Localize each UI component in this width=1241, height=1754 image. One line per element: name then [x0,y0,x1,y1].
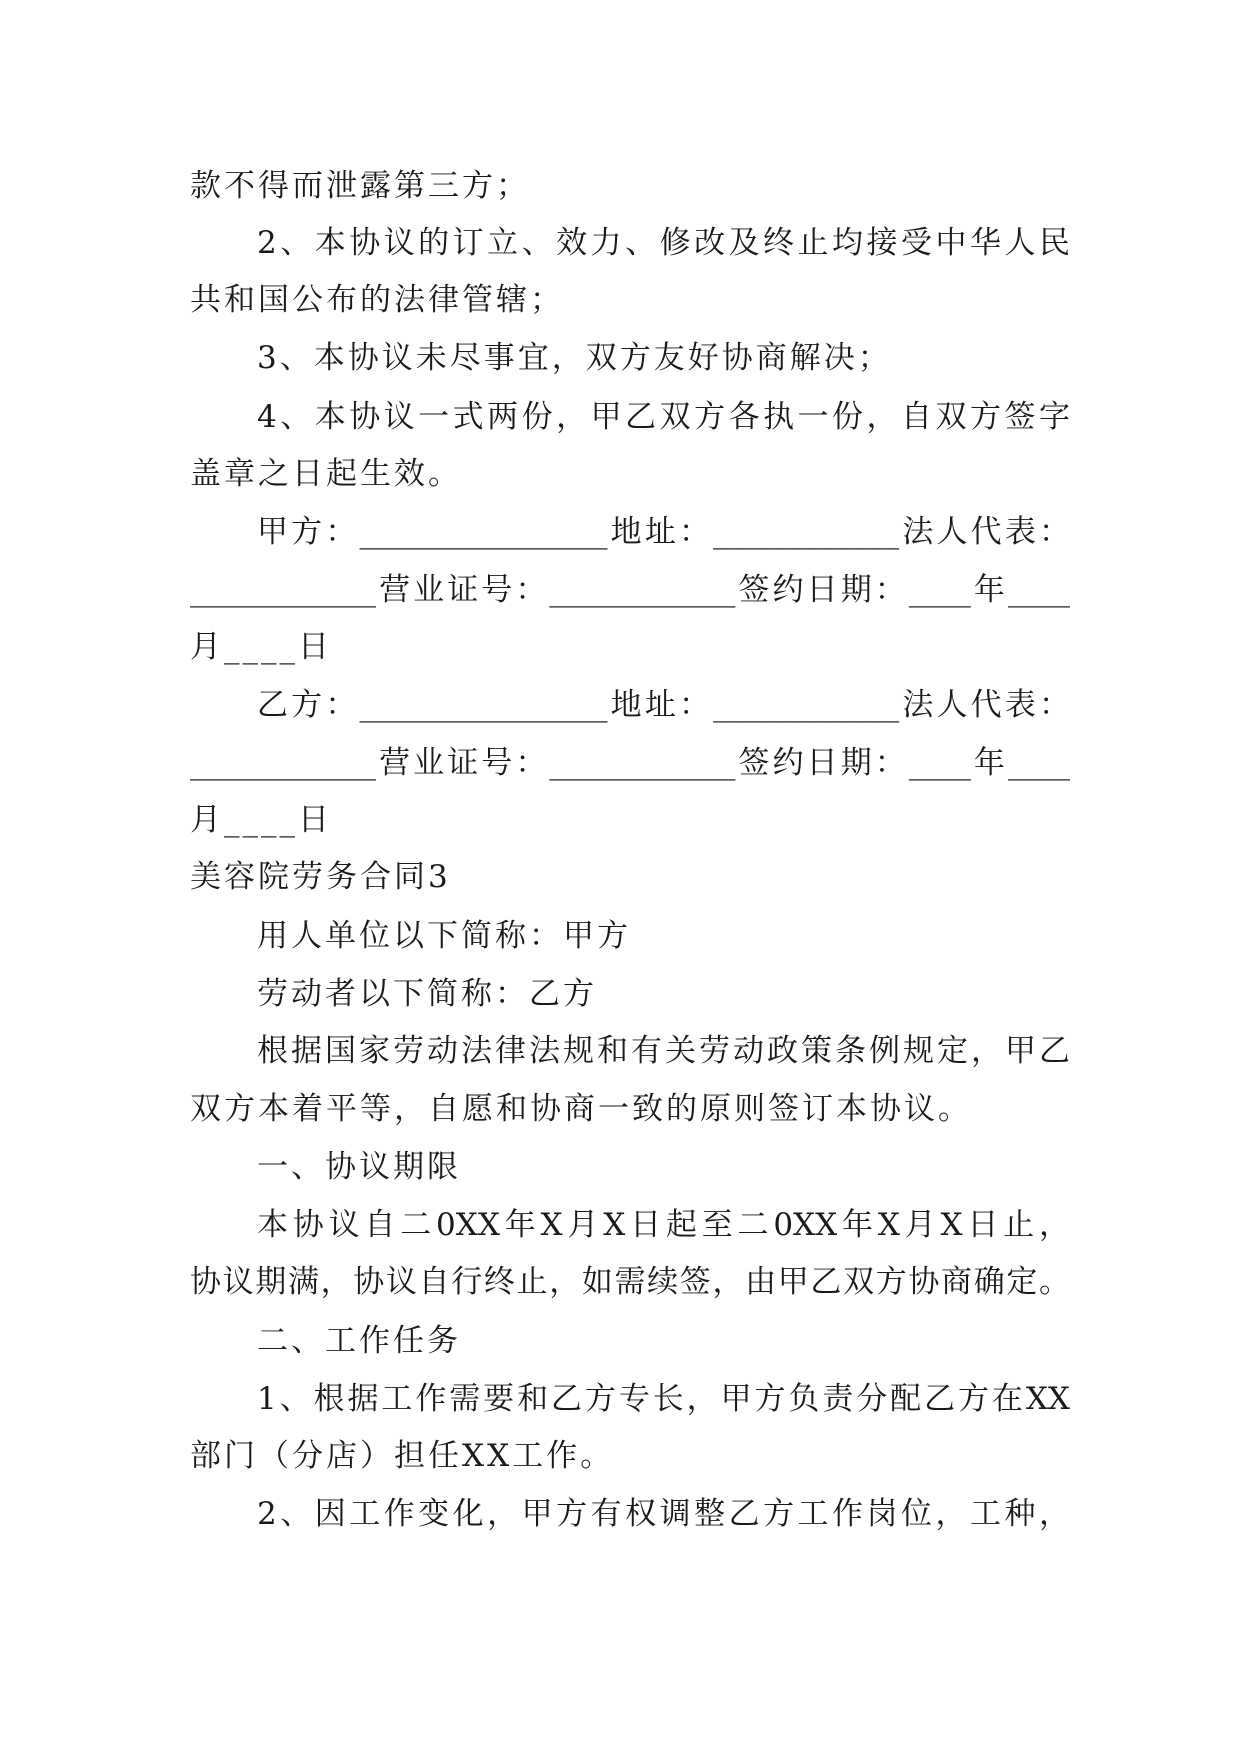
text-line: 月____日 [190,802,332,838]
text-line: 用人单位以下简称：甲方 [257,918,631,954]
clause-heading: 一、协议期限 [257,1149,461,1185]
text-line: 盖章之日起生效。 [190,456,462,492]
clause-heading: 二、工作任务 [257,1323,461,1359]
text-line: 本协议自二0XX年X月X日起至二0XX年X月X日止， [257,1207,1070,1243]
signature-line-party-a: 甲方：________________地址：____________法人代表： [257,514,1070,550]
text-line: 2、因工作变化，甲方有权调整乙方工作岗位，工种， [257,1496,1070,1532]
text-line: 2、本协议的订立、效力、修改及终止均接受中华人民 [257,225,1070,261]
text-line: 根据国家劳动法律法规和有关劳动政策条例规定，甲乙 [257,1033,1070,1069]
text-line: 共和国公布的法律管辖； [190,282,564,318]
text-line: 劳动者以下简称：乙方 [257,976,597,1012]
section-title: 美容院劳务合同3 [190,859,451,895]
text-line: 月____日 [190,629,332,665]
signature-line-party-b: 乙方：________________地址：____________法人代表： [257,687,1070,723]
text-line: 部门（分店）担任XX工作。 [190,1438,615,1474]
text-line: ____________营业证号：____________签约日期：____年____ [190,745,1070,781]
text-line: 4、本协议一式两份，甲乙双方各执一份，自双方签字 [257,399,1070,435]
text-line: 1、根据工作需要和乙方专长，甲方负责分配乙方在XX [257,1381,1070,1417]
text-line: 3、本协议未尽事宜，双方友好协商解决； [257,340,892,376]
text-line: ____________营业证号：____________签约日期：____年____ [190,572,1070,608]
text-line: 双方本着平等，自愿和协商一致的原则签订本协议。 [190,1091,972,1127]
text-line: 款不得而泄露第三方； [190,168,530,204]
text-line: 协议期满，协议自行终止，如需续签，由甲乙双方协商确定。 [190,1264,1070,1300]
